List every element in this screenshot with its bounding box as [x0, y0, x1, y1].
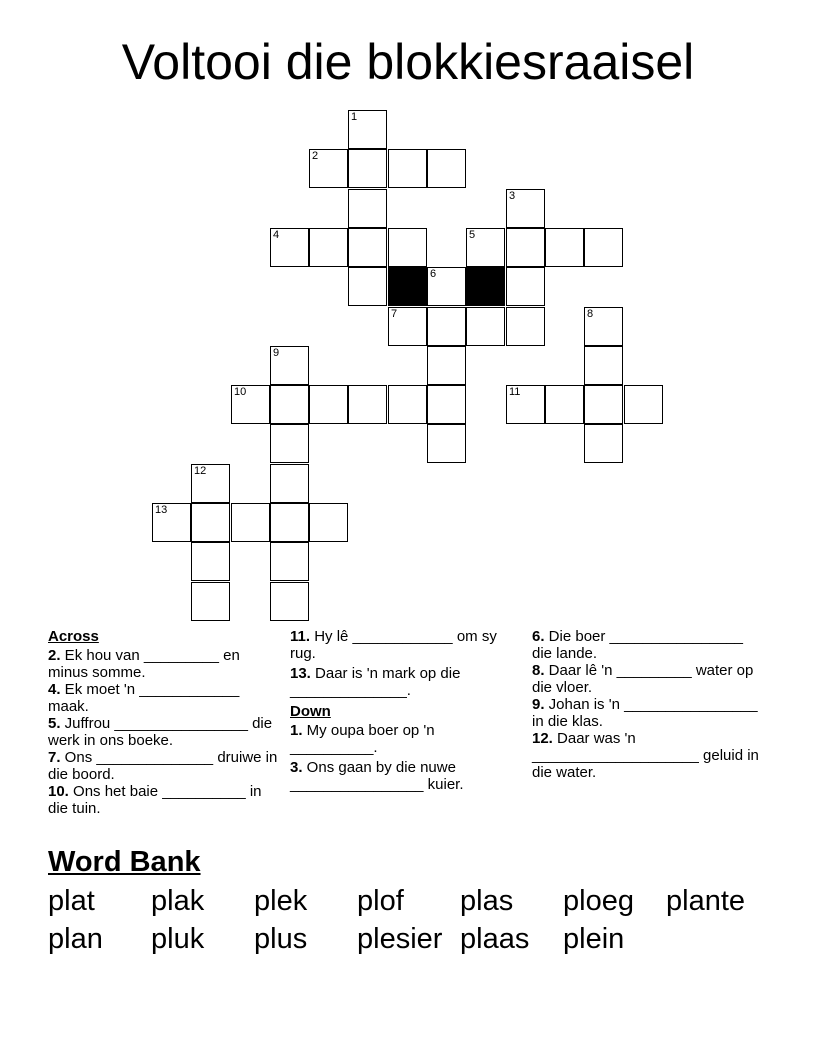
clues-column-3 [532, 628, 762, 781]
crossword-cell[interactable] [388, 228, 427, 267]
clue-number: 3 [509, 190, 516, 202]
crossword-cell[interactable] [506, 228, 545, 267]
clue-across-2: 2. Ek hou van _________ en minus somme. [48, 647, 240, 681]
crossword-cell[interactable] [427, 424, 466, 463]
crossword-cell[interactable] [427, 267, 466, 306]
clue-across-11: 11. Hy lê ____________ om sy rug. [290, 628, 497, 662]
crossword-cell[interactable] [348, 267, 387, 306]
crossword-cell[interactable] [348, 149, 387, 188]
clue-number: 5 [469, 229, 476, 241]
crossword-cell[interactable] [309, 385, 348, 424]
clue-across-5: 5. Juffrou ________________ die werk in ons boeke. [48, 715, 273, 749]
crossword-cell[interactable] [545, 385, 584, 424]
crossword-cell[interactable] [191, 503, 230, 542]
crossword-cell[interactable] [270, 542, 309, 581]
clue-number: 4 [273, 229, 280, 241]
clues-column-1 [48, 628, 278, 817]
crossword-cell[interactable] [348, 385, 387, 424]
crossword-cell[interactable] [270, 582, 309, 621]
crossword-cell[interactable] [152, 503, 191, 542]
clue-number: 10 [234, 386, 247, 398]
word-bank-word: plein [563, 923, 625, 955]
crossword-cell[interactable] [427, 385, 466, 424]
clue-across-13: 13. Daar is 'n mark op die ______________. [290, 665, 461, 699]
clue-across-10: 10. Ons het baie __________ in die tuin. [48, 783, 262, 817]
clue-across-7: 7. Ons ______________ druiwe in die boord. [48, 749, 278, 783]
crossword-cell[interactable] [270, 385, 309, 424]
word-bank-word: plus [254, 923, 308, 955]
clue-number: 7 [391, 308, 398, 320]
clue-down-6: 6. Die boer ________________ die lande. [532, 628, 744, 662]
clues-column-2 [290, 628, 515, 793]
crossword-cell[interactable] [584, 228, 623, 267]
page-title: Voltooi die blokkiesraaisel [121, 34, 695, 90]
word-bank-title: Word Bank [48, 846, 201, 878]
crossword-cell[interactable] [466, 307, 505, 346]
crossword-cell[interactable] [506, 267, 545, 306]
clue-down-1: 1. My oupa boer op 'n __________. [290, 722, 435, 756]
clue-number: 9 [273, 347, 280, 359]
crossword-cell[interactable] [231, 503, 270, 542]
across-heading: Across [48, 628, 99, 645]
clue-down-8: 8. Daar lê 'n _________ water op die vloer. [532, 662, 754, 696]
crossword-cell[interactable] [388, 307, 427, 346]
crossword-cell[interactable] [270, 228, 309, 267]
crossword-cell[interactable] [506, 189, 545, 228]
crossword-cell[interactable] [427, 346, 466, 385]
word-bank-word: plan [48, 923, 103, 955]
clue-number: 8 [587, 308, 594, 320]
word-bank-word: ploeg [563, 885, 634, 917]
clue-number: 12 [194, 465, 207, 477]
word-bank-word: plek [254, 885, 308, 917]
crossword-cell[interactable] [191, 542, 230, 581]
crossword-cell[interactable] [309, 149, 348, 188]
clue-down-12: 12. Daar was 'n ____________________ geluid in die water. [532, 730, 759, 781]
crossword-cell[interactable] [309, 228, 348, 267]
crossword-cell[interactable] [624, 385, 663, 424]
black-square [388, 267, 427, 306]
crossword-cell[interactable] [191, 582, 230, 621]
word-bank-word: plak [151, 885, 205, 917]
crossword-cell[interactable] [584, 424, 623, 463]
crossword-cell[interactable] [388, 149, 427, 188]
crossword-cell[interactable] [466, 228, 505, 267]
down-heading: Down [290, 703, 331, 720]
crossword-cell[interactable] [309, 503, 348, 542]
black-square [466, 267, 505, 306]
crossword-cell[interactable] [348, 228, 387, 267]
crossword-cell[interactable] [427, 307, 466, 346]
clue-down-3: 3. Ons gaan by die nuwe ________________ kuier. [290, 759, 464, 793]
clue-down-9: 9. Johan is 'n ________________ in die klas. [532, 696, 758, 730]
clue-across-4: 4. Ek moet 'n ____________ maak. [48, 681, 240, 715]
word-bank-word: plas [460, 885, 514, 917]
crossword-cell[interactable] [270, 346, 309, 385]
crossword-cell[interactable] [231, 385, 270, 424]
word-bank-word: pluk [151, 923, 205, 955]
crossword-cell[interactable] [348, 189, 387, 228]
word-bank-word: plante [666, 885, 746, 917]
clue-number: 6 [430, 268, 437, 280]
crossword-cell[interactable] [584, 385, 623, 424]
crossword-cell[interactable] [506, 307, 545, 346]
clue-number: 11 [509, 386, 521, 398]
clue-number: 1 [351, 111, 358, 123]
crossword-cell[interactable] [545, 228, 584, 267]
word-bank-word: plof [357, 885, 404, 917]
crossword-cell[interactable] [584, 346, 623, 385]
crossword-cell[interactable] [191, 464, 230, 503]
crossword-cell[interactable] [388, 385, 427, 424]
word-bank-word: plat [48, 885, 95, 917]
word-bank-word: plaas [460, 923, 530, 955]
crossword-cell[interactable] [348, 110, 387, 149]
crossword-cell[interactable] [270, 424, 309, 463]
clue-number: 13 [155, 504, 168, 516]
crossword-cell[interactable] [270, 464, 309, 503]
crossword-cell[interactable] [427, 149, 466, 188]
crossword-cell[interactable] [584, 307, 623, 346]
crossword-cell[interactable] [506, 385, 545, 424]
crossword-cell[interactable] [270, 503, 309, 542]
word-bank-word: plesier [357, 923, 443, 955]
clue-number: 2 [312, 150, 319, 162]
